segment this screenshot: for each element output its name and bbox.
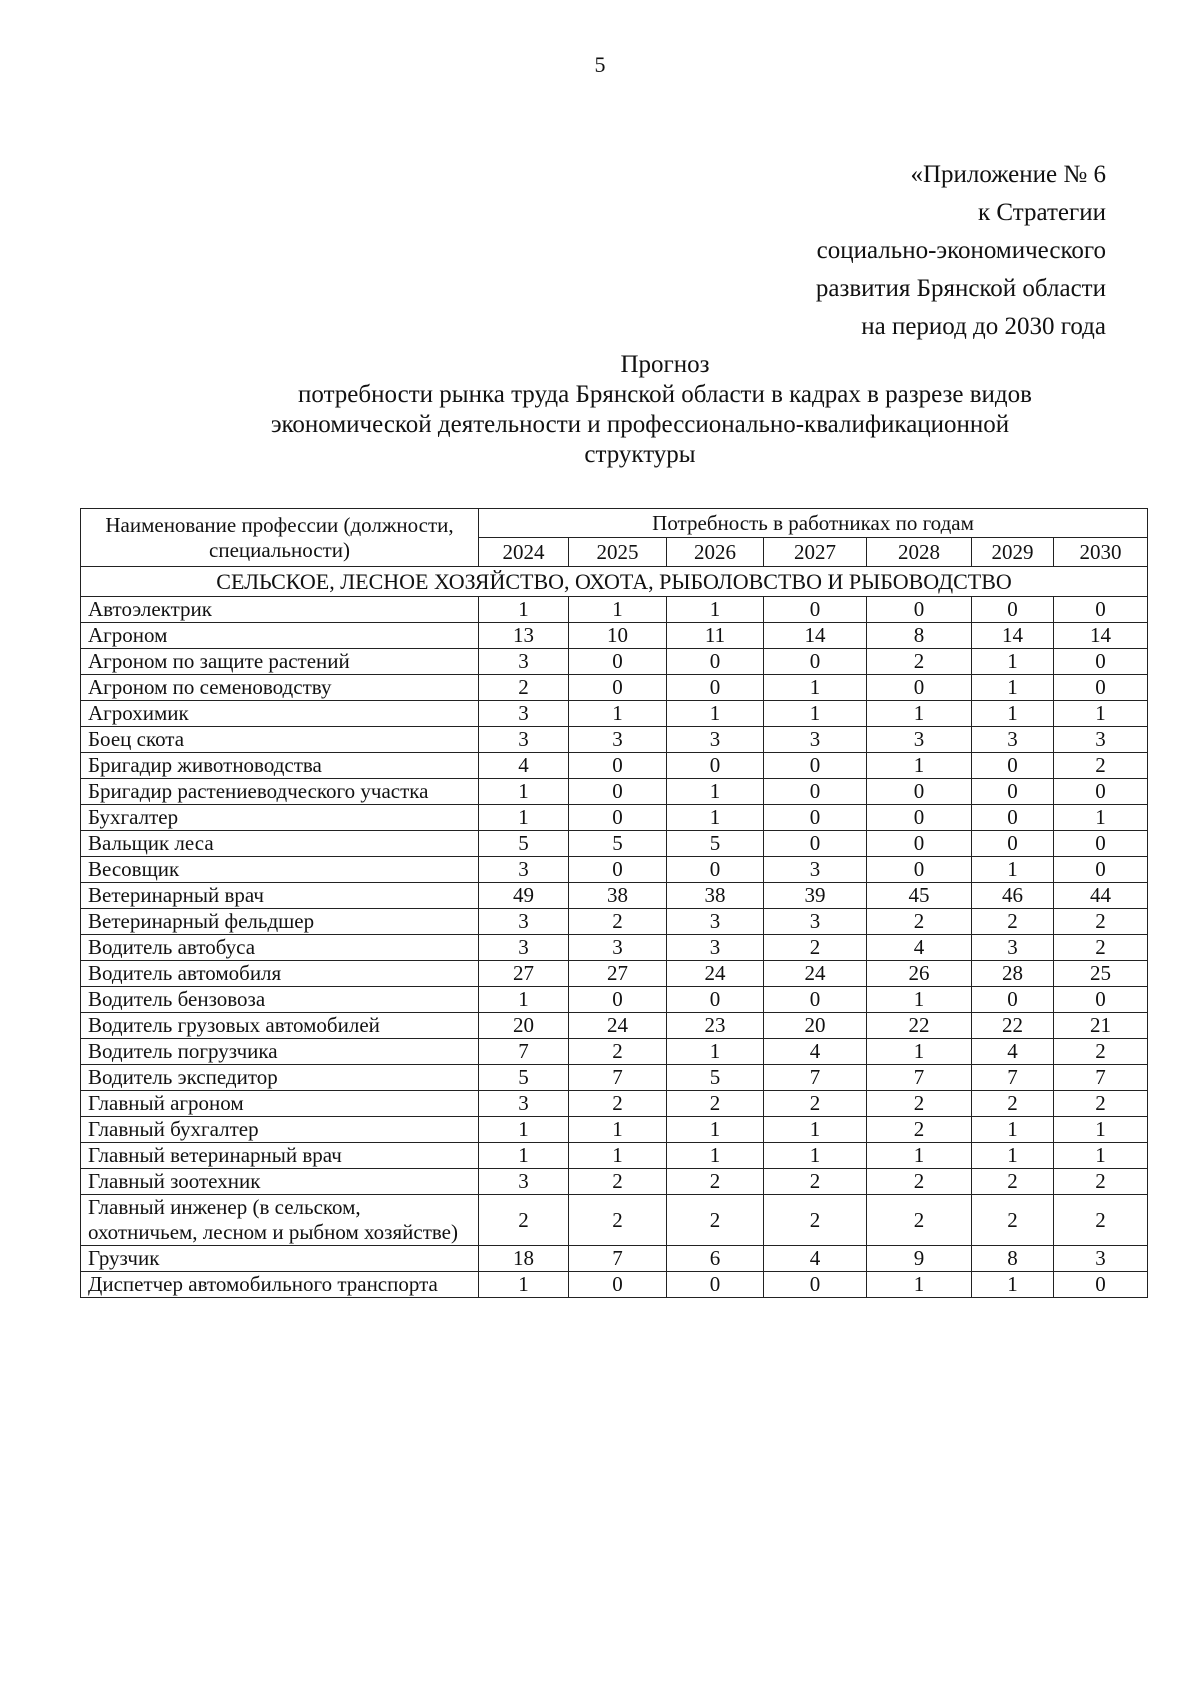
document-title xyxy=(160,350,1120,470)
profession-name: Главный инженер (в сельском, охотничьем, лесном и рыбном хозяйстве) xyxy=(81,1195,479,1246)
demand-2027: 0 xyxy=(764,649,867,675)
demand-2028: 1 xyxy=(867,987,972,1013)
demand-2029: 2 xyxy=(972,1195,1054,1246)
demand-2025: 38 xyxy=(569,883,667,909)
demand-2025: 5 xyxy=(569,831,667,857)
demand-2024: 2 xyxy=(479,1195,569,1246)
demand-2027: 1 xyxy=(764,1143,867,1169)
demand-2026: 1 xyxy=(667,805,764,831)
demand-2028: 0 xyxy=(867,805,972,831)
demand-2027: 0 xyxy=(764,987,867,1013)
demand-2027: 4 xyxy=(764,1246,867,1272)
demand-2025: 0 xyxy=(569,857,667,883)
table-row xyxy=(81,623,1148,649)
demand-2029: 1 xyxy=(972,1143,1054,1169)
demand-2025: 0 xyxy=(569,805,667,831)
profession-name: Главный ветеринарный врач xyxy=(81,1143,479,1169)
demand-2025: 24 xyxy=(569,1013,667,1039)
demand-2027: 39 xyxy=(764,883,867,909)
header-profession: Наименование профессии (должности, специальности) xyxy=(81,509,479,567)
demand-2026: 6 xyxy=(667,1246,764,1272)
demand-2029: 1 xyxy=(972,675,1054,701)
demand-2028: 2 xyxy=(867,909,972,935)
demand-2030: 1 xyxy=(1054,1117,1148,1143)
profession-name: Ветеринарный фельдшер xyxy=(81,909,479,935)
demand-2026: 5 xyxy=(667,831,764,857)
profession-name: Водитель экспедитор xyxy=(81,1065,479,1091)
demand-2029: 1 xyxy=(972,701,1054,727)
demand-2030: 1 xyxy=(1054,701,1148,727)
title-line: экономической деятельности и профессионально-квалификационной xyxy=(270,411,1010,438)
demand-2027: 24 xyxy=(764,961,867,987)
demand-2025: 27 xyxy=(569,961,667,987)
demand-2029: 0 xyxy=(972,987,1054,1013)
demand-2025: 2 xyxy=(569,909,667,935)
demand-2025: 0 xyxy=(569,779,667,805)
table-row xyxy=(81,1065,1148,1091)
table-row xyxy=(81,675,1148,701)
demand-2027: 3 xyxy=(764,727,867,753)
demand-2030: 2 xyxy=(1054,909,1148,935)
demand-2030: 0 xyxy=(1054,649,1148,675)
demand-2026: 2 xyxy=(667,1169,764,1195)
demand-2030: 2 xyxy=(1054,1091,1148,1117)
demand-2027: 1 xyxy=(764,1117,867,1143)
demand-2027: 0 xyxy=(764,1272,867,1298)
demand-2029: 0 xyxy=(972,779,1054,805)
demand-2028: 2 xyxy=(867,649,972,675)
demand-2026: 1 xyxy=(667,701,764,727)
table-row xyxy=(81,701,1148,727)
demand-2026: 1 xyxy=(667,1039,764,1065)
demand-2025: 1 xyxy=(569,1117,667,1143)
table-row xyxy=(81,987,1148,1013)
table-row xyxy=(81,1039,1148,1065)
table-row xyxy=(81,1143,1148,1169)
table-row xyxy=(81,597,1148,623)
demand-2025: 3 xyxy=(569,935,667,961)
table-row xyxy=(81,883,1148,909)
profession-name: Водитель автобуса xyxy=(81,935,479,961)
demand-2027: 1 xyxy=(764,675,867,701)
demand-2024: 3 xyxy=(479,701,569,727)
demand-2028: 1 xyxy=(867,1272,972,1298)
demand-2028: 0 xyxy=(867,857,972,883)
demand-2028: 7 xyxy=(867,1065,972,1091)
demand-2028: 0 xyxy=(867,779,972,805)
profession-name: Агроном по семеноводству xyxy=(81,675,479,701)
demand-2024: 2 xyxy=(479,675,569,701)
demand-2028: 9 xyxy=(867,1246,972,1272)
demand-2024: 3 xyxy=(479,649,569,675)
demand-2027: 4 xyxy=(764,1039,867,1065)
profession-name: Бригадир животноводства xyxy=(81,753,479,779)
demand-2024: 27 xyxy=(479,961,569,987)
demand-2029: 0 xyxy=(972,753,1054,779)
demand-2027: 0 xyxy=(764,597,867,623)
demand-2030: 2 xyxy=(1054,1195,1148,1246)
table-row xyxy=(81,1169,1148,1195)
demand-2028: 26 xyxy=(867,961,972,987)
demand-2030: 0 xyxy=(1054,1272,1148,1298)
demand-2030: 2 xyxy=(1054,1039,1148,1065)
table-row xyxy=(81,805,1148,831)
demand-2025: 10 xyxy=(569,623,667,649)
table-row xyxy=(81,1246,1148,1272)
profession-name: Весовщик xyxy=(81,857,479,883)
demand-2024: 7 xyxy=(479,1039,569,1065)
demand-2025: 2 xyxy=(569,1091,667,1117)
demand-2025: 1 xyxy=(569,701,667,727)
demand-2030: 2 xyxy=(1054,935,1148,961)
demand-2027: 3 xyxy=(764,857,867,883)
demand-2025: 0 xyxy=(569,753,667,779)
demand-2027: 20 xyxy=(764,1013,867,1039)
profession-name: Водитель автомобиля xyxy=(81,961,479,987)
profession-name: Агроном по защите растений xyxy=(81,649,479,675)
demand-2024: 18 xyxy=(479,1246,569,1272)
demand-2026: 3 xyxy=(667,727,764,753)
demand-2027: 0 xyxy=(764,805,867,831)
demand-2024: 3 xyxy=(479,1091,569,1117)
demand-2028: 4 xyxy=(867,935,972,961)
year-header: 2027 xyxy=(764,538,867,567)
forecast-table xyxy=(80,508,1148,1298)
profession-name: Главный агроном xyxy=(81,1091,479,1117)
profession-name: Бригадир растениеводческого участка xyxy=(81,779,479,805)
demand-2024: 1 xyxy=(479,779,569,805)
appendix-line: «Приложение № 6 xyxy=(910,161,1106,188)
table-row xyxy=(81,1272,1148,1298)
demand-2030: 0 xyxy=(1054,857,1148,883)
demand-2030: 21 xyxy=(1054,1013,1148,1039)
demand-2024: 1 xyxy=(479,597,569,623)
demand-2026: 0 xyxy=(667,753,764,779)
demand-2027: 0 xyxy=(764,831,867,857)
demand-2026: 23 xyxy=(667,1013,764,1039)
table-row xyxy=(81,753,1148,779)
demand-2029: 1 xyxy=(972,1272,1054,1298)
appendix-line: социально-экономического xyxy=(816,237,1106,264)
profession-name: Агрохимик xyxy=(81,701,479,727)
demand-2024: 1 xyxy=(479,1143,569,1169)
demand-2024: 1 xyxy=(479,1117,569,1143)
demand-2030: 1 xyxy=(1054,1143,1148,1169)
demand-2026: 3 xyxy=(667,935,764,961)
demand-2024: 13 xyxy=(479,623,569,649)
table-row xyxy=(81,779,1148,805)
demand-2024: 5 xyxy=(479,1065,569,1091)
demand-2026: 0 xyxy=(667,1272,764,1298)
profession-name: Главный бухгалтер xyxy=(81,1117,479,1143)
demand-2030: 2 xyxy=(1054,753,1148,779)
demand-2029: 1 xyxy=(972,1117,1054,1143)
demand-2029: 0 xyxy=(972,831,1054,857)
demand-2025: 1 xyxy=(569,597,667,623)
appendix-line: на период до 2030 года xyxy=(861,313,1106,340)
demand-2029: 3 xyxy=(972,727,1054,753)
demand-2028: 2 xyxy=(867,1195,972,1246)
year-header: 2030 xyxy=(1054,538,1148,567)
demand-2028: 2 xyxy=(867,1169,972,1195)
demand-2026: 38 xyxy=(667,883,764,909)
demand-2027: 2 xyxy=(764,935,867,961)
demand-2025: 0 xyxy=(569,1272,667,1298)
profession-name: Ветеринарный врач xyxy=(81,883,479,909)
title-line: Прогноз xyxy=(620,351,710,378)
demand-2026: 3 xyxy=(667,909,764,935)
demand-2029: 2 xyxy=(972,1091,1054,1117)
demand-2030: 44 xyxy=(1054,883,1148,909)
demand-2029: 8 xyxy=(972,1246,1054,1272)
demand-2028: 2 xyxy=(867,1091,972,1117)
table-row xyxy=(81,961,1148,987)
profession-name: Агроном xyxy=(81,623,479,649)
demand-2028: 8 xyxy=(867,623,972,649)
demand-2028: 0 xyxy=(867,675,972,701)
section-row xyxy=(81,567,1148,597)
title-line: структуры xyxy=(584,441,696,468)
header-demand: Потребность в работниках по годам xyxy=(479,509,1148,538)
demand-2026: 11 xyxy=(667,623,764,649)
demand-2025: 0 xyxy=(569,987,667,1013)
demand-2030: 0 xyxy=(1054,675,1148,701)
demand-2024: 4 xyxy=(479,753,569,779)
demand-2029: 22 xyxy=(972,1013,1054,1039)
profession-name: Водитель грузовых автомобилей xyxy=(81,1013,479,1039)
demand-2027: 14 xyxy=(764,623,867,649)
year-header: 2026 xyxy=(667,538,764,567)
table-row xyxy=(81,831,1148,857)
demand-2028: 1 xyxy=(867,1039,972,1065)
demand-2026: 24 xyxy=(667,961,764,987)
demand-2026: 2 xyxy=(667,1091,764,1117)
demand-2027: 1 xyxy=(764,701,867,727)
demand-2025: 2 xyxy=(569,1169,667,1195)
appendix-line: развития Брянской области xyxy=(815,275,1106,302)
demand-2028: 3 xyxy=(867,727,972,753)
demand-2030: 0 xyxy=(1054,831,1148,857)
table-body xyxy=(81,567,1148,1298)
profession-name: Водитель бензовоза xyxy=(81,987,479,1013)
appendix-block xyxy=(816,156,1106,346)
year-header: 2025 xyxy=(569,538,667,567)
title-line: потребности рынка труда Брянской области в кадрах в разрезе видов xyxy=(298,381,1032,408)
demand-2025: 0 xyxy=(569,675,667,701)
demand-2026: 1 xyxy=(667,597,764,623)
demand-2030: 3 xyxy=(1054,1246,1148,1272)
demand-2029: 7 xyxy=(972,1065,1054,1091)
demand-2025: 1 xyxy=(569,1143,667,1169)
demand-2030: 1 xyxy=(1054,805,1148,831)
demand-2029: 1 xyxy=(972,857,1054,883)
demand-2027: 3 xyxy=(764,909,867,935)
demand-2030: 0 xyxy=(1054,597,1148,623)
profession-name: Главный зоотехник xyxy=(81,1169,479,1195)
demand-2026: 0 xyxy=(667,857,764,883)
demand-2028: 1 xyxy=(867,1143,972,1169)
demand-2025: 7 xyxy=(569,1246,667,1272)
profession-name: Вальщик леса xyxy=(81,831,479,857)
demand-2029: 3 xyxy=(972,935,1054,961)
demand-2029: 28 xyxy=(972,961,1054,987)
table-row xyxy=(81,857,1148,883)
demand-2030: 7 xyxy=(1054,1065,1148,1091)
demand-2026: 2 xyxy=(667,1195,764,1246)
profession-name: Водитель погрузчика xyxy=(81,1039,479,1065)
year-header: 2029 xyxy=(972,538,1054,567)
demand-2024: 1 xyxy=(479,1272,569,1298)
table-row xyxy=(81,1091,1148,1117)
demand-2027: 7 xyxy=(764,1065,867,1091)
demand-2028: 1 xyxy=(867,753,972,779)
demand-2028: 1 xyxy=(867,701,972,727)
demand-2026: 1 xyxy=(667,1143,764,1169)
demand-2027: 2 xyxy=(764,1091,867,1117)
demand-2030: 2 xyxy=(1054,1169,1148,1195)
demand-2030: 3 xyxy=(1054,727,1148,753)
table-row xyxy=(81,935,1148,961)
demand-2024: 1 xyxy=(479,987,569,1013)
demand-2024: 49 xyxy=(479,883,569,909)
demand-2026: 1 xyxy=(667,1117,764,1143)
demand-2028: 2 xyxy=(867,1117,972,1143)
demand-2026: 0 xyxy=(667,675,764,701)
demand-2028: 22 xyxy=(867,1013,972,1039)
demand-2027: 0 xyxy=(764,779,867,805)
demand-2025: 0 xyxy=(569,649,667,675)
demand-2027: 0 xyxy=(764,753,867,779)
profession-name: Автоэлектрик xyxy=(81,597,479,623)
demand-2030: 0 xyxy=(1054,779,1148,805)
page-number: 5 xyxy=(594,52,606,77)
demand-2024: 1 xyxy=(479,805,569,831)
demand-2029: 0 xyxy=(972,805,1054,831)
demand-2028: 45 xyxy=(867,883,972,909)
profession-name: Бухгалтер xyxy=(81,805,479,831)
demand-2027: 2 xyxy=(764,1169,867,1195)
table-row xyxy=(81,649,1148,675)
demand-2024: 3 xyxy=(479,1169,569,1195)
table-row xyxy=(81,1195,1148,1246)
profession-name: Диспетчер автомобильного транспорта xyxy=(81,1272,479,1298)
demand-2028: 0 xyxy=(867,831,972,857)
table-row xyxy=(81,1013,1148,1039)
demand-2029: 46 xyxy=(972,883,1054,909)
demand-2030: 0 xyxy=(1054,987,1148,1013)
demand-2025: 3 xyxy=(569,727,667,753)
demand-2029: 2 xyxy=(972,909,1054,935)
demand-2026: 1 xyxy=(667,779,764,805)
demand-2025: 2 xyxy=(569,1195,667,1246)
demand-2024: 3 xyxy=(479,857,569,883)
demand-2029: 14 xyxy=(972,623,1054,649)
table-row xyxy=(81,909,1148,935)
demand-2030: 25 xyxy=(1054,961,1148,987)
demand-2024: 3 xyxy=(479,935,569,961)
year-header: 2028 xyxy=(867,538,972,567)
table-row xyxy=(81,727,1148,753)
demand-2024: 5 xyxy=(479,831,569,857)
demand-2025: 7 xyxy=(569,1065,667,1091)
demand-2026: 0 xyxy=(667,649,764,675)
table-row xyxy=(81,1117,1148,1143)
demand-2030: 14 xyxy=(1054,623,1148,649)
demand-2028: 0 xyxy=(867,597,972,623)
demand-2024: 3 xyxy=(479,727,569,753)
demand-2026: 5 xyxy=(667,1065,764,1091)
demand-2029: 2 xyxy=(972,1169,1054,1195)
demand-2029: 0 xyxy=(972,597,1054,623)
demand-2029: 1 xyxy=(972,649,1054,675)
demand-2026: 0 xyxy=(667,987,764,1013)
demand-2025: 2 xyxy=(569,1039,667,1065)
appendix-line: к Стратегии xyxy=(978,199,1106,226)
demand-2024: 20 xyxy=(479,1013,569,1039)
year-header: 2024 xyxy=(479,538,569,567)
demand-2027: 2 xyxy=(764,1195,867,1246)
profession-name: Боец скота xyxy=(81,727,479,753)
demand-2029: 4 xyxy=(972,1039,1054,1065)
profession-name: Грузчик xyxy=(81,1246,479,1272)
section-title: СЕЛЬСКОЕ, ЛЕСНОЕ ХОЗЯЙСТВО, ОХОТА, РЫБОЛОВСТВО И РЫБОВОДСТВО xyxy=(81,567,1148,597)
demand-2024: 3 xyxy=(479,909,569,935)
